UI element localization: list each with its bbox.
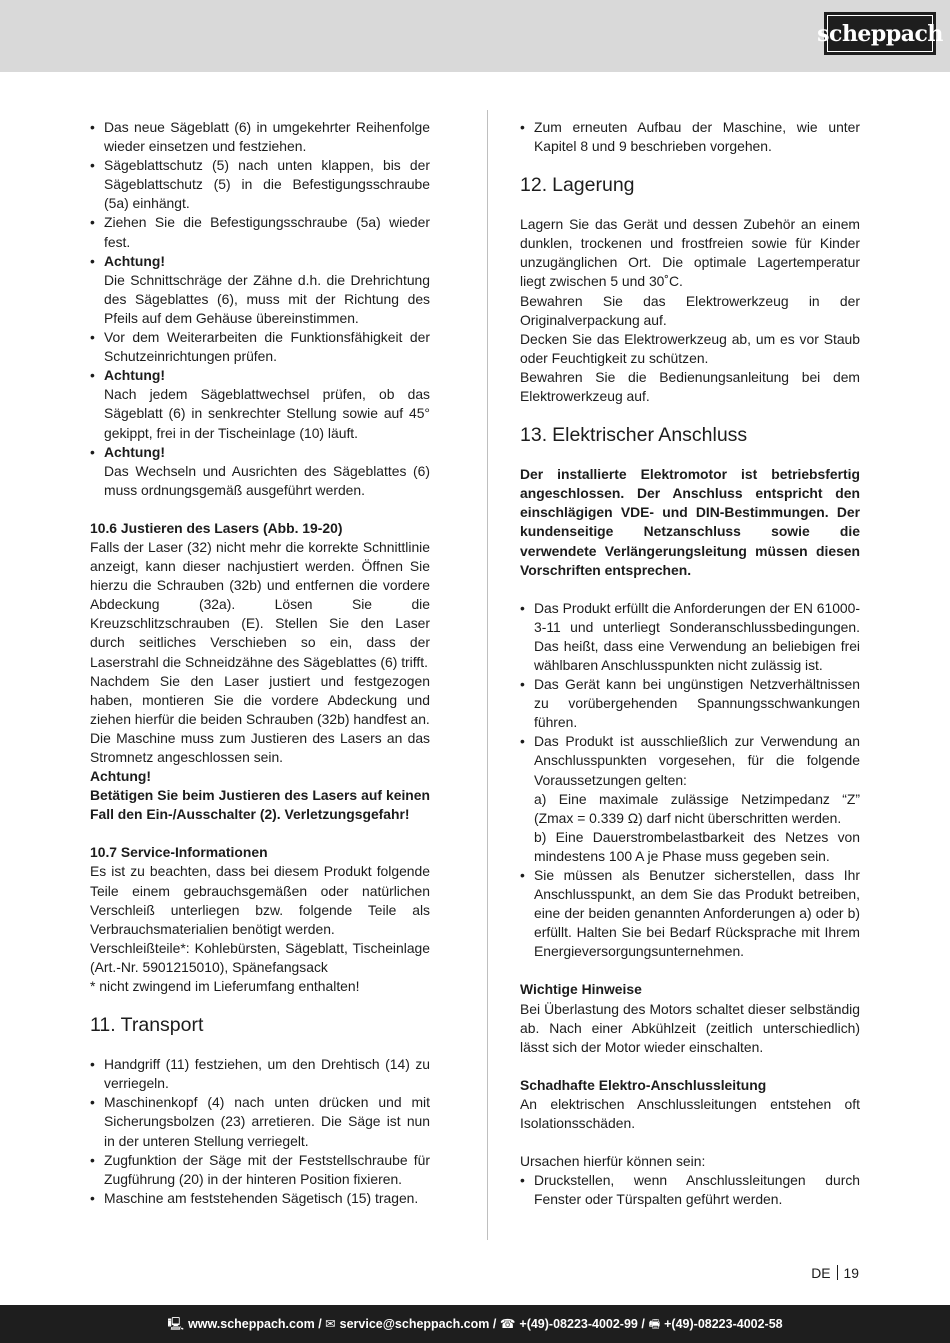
brand-logo: scheppach	[824, 12, 936, 55]
fax-number: +(49)-08223-4002-58	[664, 1317, 783, 1331]
section-12-heading: 12. Lagerung	[520, 174, 635, 197]
email-link[interactable]: service@scheppach.com	[339, 1317, 490, 1331]
paragraph: * nicht zwingend im Lieferumfang enthalten!	[90, 978, 360, 995]
paragraph: Verschleißteile*: Kohlebürsten, Sägeblatt, Tischeinlage (Art.-Nr. 5901215010), Spänefangsack	[90, 939, 430, 975]
column-divider	[487, 110, 488, 1240]
paragraph: Es ist zu beachten, dass bei diesem Produkt folgende Teile einem gebrauchsgemäßen oder natürlichen Verschleiß unterliegen bzw. folgende Teile als Verbrauchsmaterialien benötigt werden.	[90, 863, 430, 937]
list-item	[90, 443, 430, 500]
paragraph: Bewahren Sie die Bedienungsanleitung bei dem Elektrowerkzeug auf.	[520, 368, 860, 405]
hints-title: Wichtige Hinweise	[520, 981, 642, 998]
mail-icon: ✉	[325, 1317, 336, 1331]
connection-list	[520, 599, 860, 962]
paragraph: Lagern Sie das Gerät und dessen Zubehör an einem dunklen, trockenen und frostfreien sowie für Kinder unzugänglichen Ort. Die optimale Lagertemperatur liegt zwischen 5 und 30˚C.	[520, 216, 860, 290]
phone-icon: ☎	[499, 1317, 516, 1331]
blade-steps-list	[90, 118, 430, 500]
warning-text: Das Wechseln und Ausrichten des Sägeblattes (6) muss ordnungsgemäß ausgeführt werden.	[104, 462, 430, 498]
paragraph: Decken Sie das Elektrowerkzeug ab, um es vor Staub oder Feuchtigkeit zu schützen.	[520, 330, 860, 366]
list-item: • Vor dem Weiterarbeiten die Funktionsfähigkeit der Schutzeinrichtungen prüfen.	[90, 328, 430, 366]
section-11-heading: 11. Transport	[90, 1014, 204, 1037]
section-13-heading: 13. Elektrischer Anschluss	[520, 424, 748, 447]
paragraph: Bei Überlastung des Motors schaltet dieser selbständig ab. Nach einer Abkühlzeit (zeitlich unterschiedlich) lässt sich der Motor wieder einschalten.	[520, 1000, 860, 1055]
transport-list	[90, 1055, 430, 1208]
footer-bar: 🖳 www.scheppach.com / ✉ service@scheppach.com / ☎ +(49)-08223-4002-99 / 🖷 +(49)-08223-4002-58	[0, 1305, 950, 1343]
warning-title: • Achtung!	[104, 252, 165, 269]
website-link[interactable]: www.scheppach.com	[188, 1317, 315, 1331]
intro-paragraph: Der installierte Elektromotor ist betriebsfertig angeschlossen. Der Anschluss entspricht den einschlägigen VDE- und DIN-Bestimmungen. Der kundenseitige Netzanschluss sowie die verwendete Verlängerungsleitung müssen diesen Vorschriften entsprechen.	[520, 466, 860, 578]
fax-icon: 🖷	[648, 1317, 661, 1331]
list-item: • Sie müssen als Benutzer sicherstellen, dass Ihr Anschlusspunkt, an dem Sie das Produkt betreiben, eine der beiden genannten Anforderungen a) oder b) erfüllt. Halten Sie bei Bedarf Rücksprache mit Ihrem Energieversorgungsunternehmen.	[520, 866, 860, 961]
left-column	[90, 118, 430, 1208]
page-number: DE 19	[811, 1265, 859, 1281]
list-item	[90, 252, 430, 328]
list-item: • Zugfunktion der Säge mit der Feststellschraube für Zugführung (20) in der hinteren Position fixieren.	[90, 1151, 430, 1189]
paragraph: Falls der Laser (32) nicht mehr die korrekte Schnittlinie anzeigt, kann dieser nachjustiert werden. Öffnen Sie hierzu die Schrauben (32b) und entfernen die vordere Abdeckung (32a). Lösen Sie die Kreuzschlitzschrauben (E). Stellen Sie den Laser durch seitliches Verschieben so ein, dass der Laserstrahl die Schneidzähne des Sägeblattes (6) trifft.	[90, 538, 430, 670]
list-item: • Maschine am feststehenden Sägetisch (15) tragen.	[90, 1189, 430, 1208]
requirement-b: b) Eine Dauerstrombelastbarkeit des Netzes von mindestens 100 A je Phase muss gegeben sein.	[534, 828, 860, 864]
paragraph: Bewahren Sie das Elektrowerkzeug in der Originalverpackung auf.	[520, 292, 860, 328]
paragraph: Die Maschine muss zum Justieren des Lasers an das Stromnetz angeschlossen sein.	[90, 729, 430, 765]
list-item: • Das Produkt erfüllt die Anforderungen der EN 61000-3-11 und unterliegt Sonderanschlussbedingungen. Das heißt, dass eine Verwendung an beliebigen frei wählbaren Anschlusspunkten nicht zulässig ist.	[520, 599, 860, 675]
header-bar	[0, 0, 950, 72]
warning-text: Nach jedem Sägeblattwechsel prüfen, ob das Sägeblatt (6) in senkrechter Stellung sowie auf 45° gekippt, frei in der Tischeinlage (10) läuft.	[104, 386, 430, 441]
phone-number: +(49)-08223-4002-99	[519, 1317, 638, 1331]
paragraph: Ursachen hierfür können sein:	[520, 1153, 706, 1170]
list-item: • Sägeblattschutz (5) nach unten klappen, bis der Sägeblattschutz (5) in die Befestigungsschraube (5a) einhängt.	[90, 156, 430, 213]
list-item	[90, 366, 430, 442]
list-item-text: • Das Produkt ist ausschließlich zur Verwendung an Anschlusspunkten vorgesehen, für die folgende Voraussetzungen gelten:	[534, 733, 860, 788]
defect-title: Schadhafte Elektro-Anschlussleitung	[520, 1076, 767, 1093]
list-item: • Handgriff (11) festziehen, um den Drehtisch (14) zu verriegeln.	[90, 1055, 430, 1093]
paragraph: Nachdem Sie den Laser justiert und festgezogen haben, montieren Sie die vordere Abdeckung und ziehen hierfür die beiden Schrauben (32b) handfest an.	[90, 672, 430, 727]
list-item: • Ziehen Sie die Befestigungsschraube (5a) wieder fest.	[90, 213, 430, 251]
paragraph: An elektrischen Anschlussleitungen entstehen oft Isolationsschäden.	[520, 1095, 860, 1132]
list-item: • Das Gerät kann bei ungünstigen Netzverhältnissen zu vorübergehenden Spannungsschwankungen führen.	[520, 675, 860, 732]
computer-icon: 🖳	[167, 1317, 185, 1331]
right-column	[520, 118, 860, 1209]
causes-list	[520, 1171, 860, 1209]
section-10-6-title: 10.6 Justieren des Lasers (Abb. 19-20)	[90, 519, 343, 536]
warning-title: • Achtung!	[104, 443, 165, 460]
section-10-7-title: 10.7 Service-Informationen	[90, 844, 268, 861]
warning-title: Achtung!	[90, 768, 151, 785]
warning-text: Die Schnittschräge der Zähne d.h. die Drehrichtung des Sägeblattes (6), muss mit der Richtung des Pfeils auf dem Gehäuse übereinstimmen.	[104, 271, 430, 326]
reassembly-list	[520, 118, 860, 156]
requirement-a: a) Eine maximale zulässige Netzimpedanz “Z” (Zmax = 0.339 Ω) darf nicht überschritten werden.	[534, 790, 860, 826]
list-item: • Maschinenkopf (4) nach unten drücken und mit Sicherungsbolzen (23) arretieren. Die Säge ist nun in der unteren Stellung verriegelt.	[90, 1093, 430, 1150]
list-item: • Das neue Sägeblatt (6) in umgekehrter Reihenfolge wieder einsetzen und festziehen.	[90, 118, 430, 156]
list-item: • Zum erneuten Aufbau der Maschine, wie unter Kapitel 8 und 9 beschrieben vorgehen.	[520, 118, 860, 156]
warning-text: Betätigen Sie beim Justieren des Lasers auf keinen Fall den Ein-/Ausschalter (2). Verletzungsgefahr!	[90, 787, 430, 823]
list-item: • Druckstellen, wenn Anschlussleitungen durch Fenster oder Türspalten geführt werden.	[520, 1171, 860, 1209]
warning-title: • Achtung!	[104, 367, 165, 384]
list-item	[520, 732, 860, 866]
